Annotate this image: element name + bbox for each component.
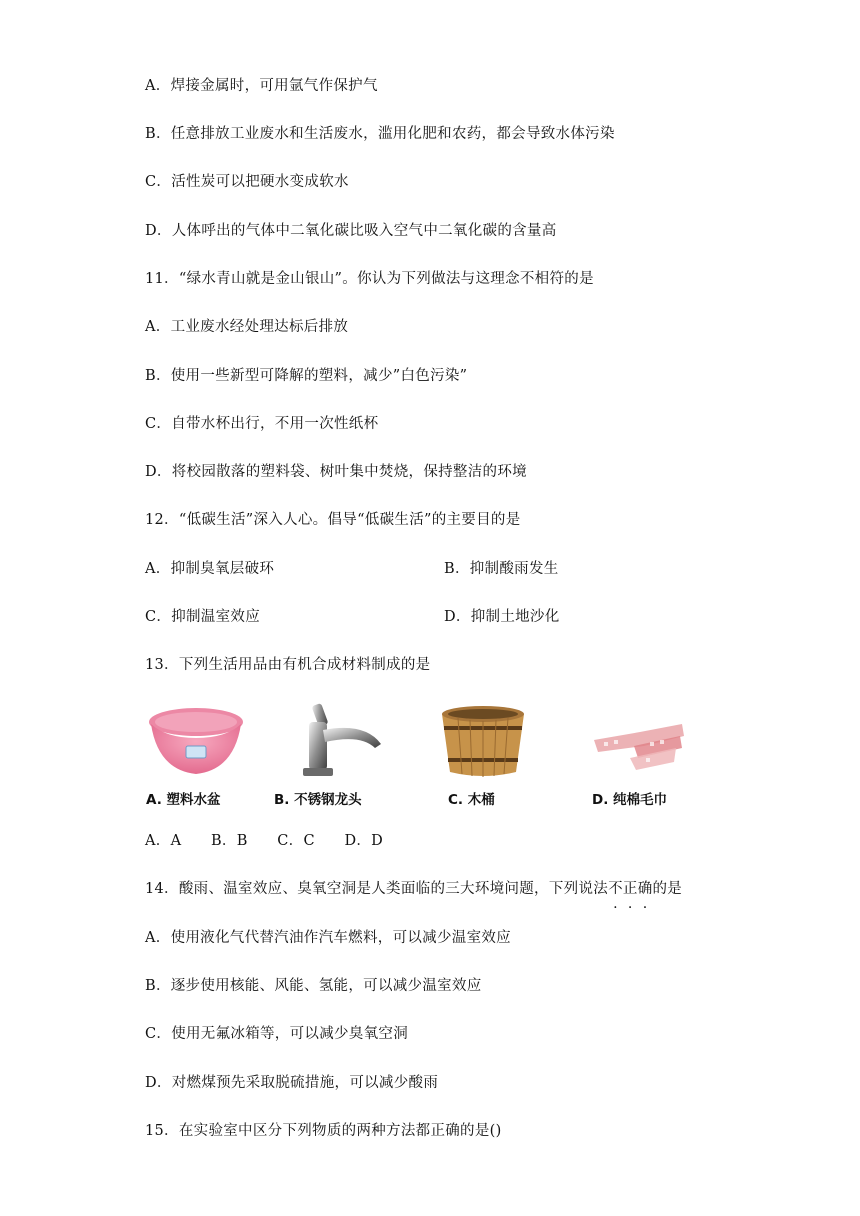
q14-emphasis-char: 确	[637, 881, 653, 897]
q11-option-d: D．将校园散落的塑料袋、树叶集中焚烧，保持整洁的环境	[145, 464, 527, 480]
q10-option-b: B．任意排放工业废水和生活废水，滥用化肥和农药，都会导致水体污染	[145, 126, 615, 142]
q11-stem: 11．“绿水青山就是金山银山”。你认为下列做法与这理念不相符的是	[145, 271, 594, 287]
q14-emphasis-char: 不	[608, 881, 623, 897]
q11-option-b: B．使用一些新型可降解的塑料，减少”白色污染”	[145, 368, 468, 384]
q10-option-a: A．焊接金属时，可用氩气作保护气	[145, 78, 378, 94]
q11-option-c: C．自带水杯出行，不用一次性纸杯	[145, 416, 379, 432]
q10-option-c: C．活性炭可以把硬水变成软水	[145, 174, 349, 190]
cotton-towel-image	[590, 700, 690, 780]
caption-b: B. 不锈钢龙头	[274, 792, 362, 808]
q12-option-c: C．抑制温室效应	[145, 609, 260, 625]
q12-stem: 12．“低碳生活”深入人心。倡导“低碳生活”的主要目的是	[145, 512, 521, 528]
q14-stem-text: 14．酸雨、温室效应、臭氧空洞是人类面临的三大环境问题，下列说法	[145, 881, 609, 897]
q12-option-d: D．抑制土地沙化	[444, 609, 560, 625]
q12-option-b: B．抑制酸雨发生	[444, 561, 559, 577]
q14-option-b: B．逐步使用核能、风能、氢能，可以减少温室效应	[145, 978, 482, 994]
q14-stem	[145, 879, 682, 899]
caption-d: D. 纯棉毛巾	[592, 792, 668, 808]
q14-option-c: C．使用无氟冰箱等，可以减少臭氧空洞	[145, 1026, 408, 1042]
q14-stem-tail: 的是	[652, 881, 683, 897]
q12-option-a: A．抑制臭氧层破环	[145, 561, 275, 577]
plastic-basin-image	[146, 700, 246, 780]
q14-option-d: D．对燃煤预先采取脱硫措施，可以减少酸雨	[145, 1075, 439, 1091]
q10-option-d: D．人体呼出的气体中二氧化碳比吸入空气中二氧化碳的含量高	[145, 223, 557, 239]
q14-emphasis-char: 正	[622, 881, 638, 897]
q14-option-a: A．使用液化气代替汽油作汽车燃料，可以减少温室效应	[145, 930, 511, 946]
q13-options: A．A B．B C．C D．D	[145, 833, 384, 849]
q13-stem: 13．下列生活用品由有机合成材料制成的是	[145, 657, 431, 673]
q15-stem: 15．在实验室中区分下列物质的两种方法都正确的是()	[145, 1123, 502, 1139]
q13-image-row	[140, 700, 700, 810]
q11-option-a: A．工业废水经处理达标后排放	[145, 319, 349, 335]
faucet-image	[295, 700, 390, 780]
caption-c: C. 木桶	[448, 792, 495, 808]
wooden-bucket-image	[436, 700, 530, 780]
caption-a: A. 塑料水盆	[146, 792, 221, 808]
